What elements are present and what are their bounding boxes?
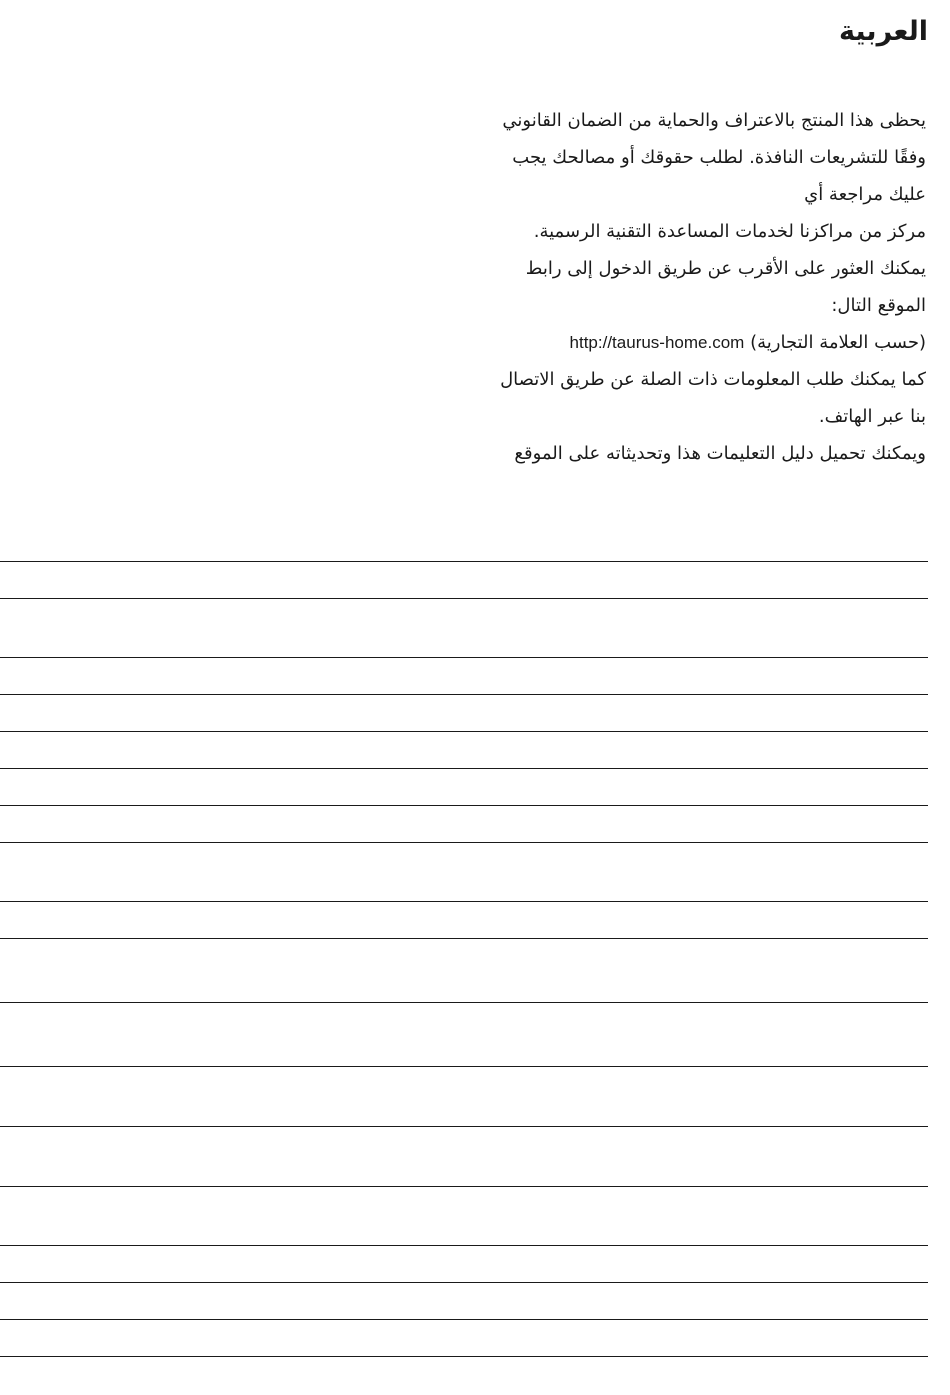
- text-line: ويمكنك تحميل دليل التعليمات هذا وتحديثاته على الموقع: [514, 443, 926, 464]
- note-line: [0, 938, 928, 939]
- note-line: [0, 1319, 928, 1320]
- note-line: [0, 598, 928, 599]
- page-heading: العربية: [839, 16, 928, 47]
- text-line: مركز من مراكزنا لخدمات المساعدة التقنية الرسمية.: [533, 221, 926, 242]
- note-line: [0, 731, 928, 732]
- note-line: [0, 657, 928, 658]
- website-url: http://taurus-home.com: [569, 333, 745, 352]
- note-line: [0, 1066, 928, 1067]
- text-line: عليك مراجعة أي: [804, 184, 926, 205]
- note-line: [0, 1186, 928, 1187]
- text-line: يمكنك العثور على الأقرب عن طريق الدخول إلى رابط: [525, 258, 926, 279]
- note-line: [0, 1356, 928, 1357]
- text-line: بنا عبر الهاتف.: [818, 406, 926, 427]
- note-line: [0, 842, 928, 843]
- text-line: الموقع التال:: [831, 295, 926, 316]
- note-line: [0, 561, 928, 562]
- text-line: وفقًا للتشريعات النافذة. لطلب حقوقك أو مصالحك يجب: [512, 147, 926, 168]
- note-line: [0, 805, 928, 806]
- note-line: [0, 1245, 928, 1246]
- text-line: كما يمكنك طلب المعلومات ذات الصلة عن طريق الاتصال: [500, 369, 926, 390]
- brand-note: (حسب العلامة التجارية): [750, 332, 926, 353]
- text-line: يحظى هذا المنتج بالاعتراف والحماية من الضمان القانوني: [502, 110, 926, 131]
- warranty-text: [466, 102, 926, 472]
- url-line: [466, 324, 926, 361]
- note-line: [0, 694, 928, 695]
- note-line: [0, 768, 928, 769]
- note-line: [0, 1126, 928, 1127]
- note-line: [0, 901, 928, 902]
- note-line: [0, 1282, 928, 1283]
- note-line: [0, 1002, 928, 1003]
